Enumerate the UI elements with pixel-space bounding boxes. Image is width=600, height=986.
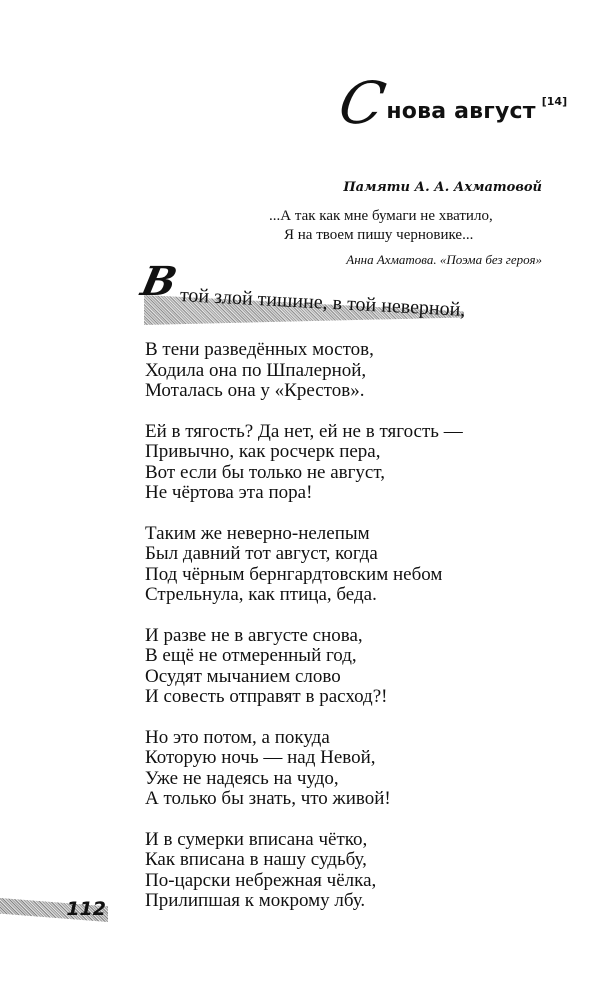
poem-line: Вот если бы только не август, <box>145 461 385 483</box>
poem-line: Прилипшая к мокрому лбу. <box>145 890 366 911</box>
poem-line: А только бы знать, что живой! <box>145 788 391 809</box>
poem-line: Моталась она у «Крестов». <box>145 380 365 401</box>
poem-line: В тени разведённых мостов, <box>145 339 374 360</box>
poem-title <box>334 69 568 137</box>
title-drop-cap: С <box>334 69 391 137</box>
poem-line: И совесть отправят в расход?! <box>145 686 388 707</box>
poem-line: В ещё не отмеренный год, <box>145 645 357 666</box>
stanza <box>145 626 525 708</box>
title-text: нова август <box>386 99 536 124</box>
page-number: 112 <box>66 898 106 920</box>
poem-line: Осудят мычанием слово <box>145 665 341 687</box>
dedication: Памяти А. А. Ахматовой <box>343 180 542 195</box>
poem-line: Таким же неверно-нелепым <box>145 522 370 544</box>
poem-line: По-царски небрежная чёлка, <box>145 869 377 891</box>
epigraph-line: Я на твоем пишу черновике... <box>284 227 474 243</box>
poem-line: Как вписана в нашу судьбу, <box>145 849 367 870</box>
poem-line: И в сумерки вписана чётко, <box>145 828 368 850</box>
poem-line: Ей в тягость? Да нет, ей не в тягость — <box>145 420 463 442</box>
footnote-reference[interactable]: [14] <box>541 95 568 108</box>
stanza <box>145 830 525 912</box>
poem-line: Был давний тот август, когда <box>145 543 378 564</box>
epigraph-line: ...А так как мне бумаги не хватило, <box>269 208 493 224</box>
stanza <box>145 524 525 606</box>
poem-line: И разве не в августе снова, <box>145 624 363 646</box>
stanza <box>145 728 525 810</box>
epigraph-attribution: Анна Ахматова. «Поэма без героя» <box>346 252 542 267</box>
poem-line: Но это потом, а покуда <box>145 726 330 748</box>
poem-line: Под чёрным бернгардтовским небом <box>145 563 443 585</box>
epigraph <box>242 207 542 269</box>
poem-drop-cap: В <box>137 258 181 305</box>
poem-line: Уже не надеясь на чудо, <box>145 767 339 789</box>
poem-line: Которую ночь — над Невой, <box>145 747 376 768</box>
poem-line: Не чёртова эта пора! <box>145 482 313 503</box>
poem-line: Ходила она по Шпалерной, <box>145 359 367 381</box>
poem-body <box>145 340 525 932</box>
poem-line: Привычно, как росчерк пера, <box>145 441 381 462</box>
first-line-text: той злой тишине, в той неверной, <box>179 284 466 321</box>
stanza <box>145 340 525 402</box>
stanza <box>145 422 525 504</box>
poem-line: Стрельнула, как птица, беда. <box>145 584 377 605</box>
page-number-block <box>0 896 110 922</box>
